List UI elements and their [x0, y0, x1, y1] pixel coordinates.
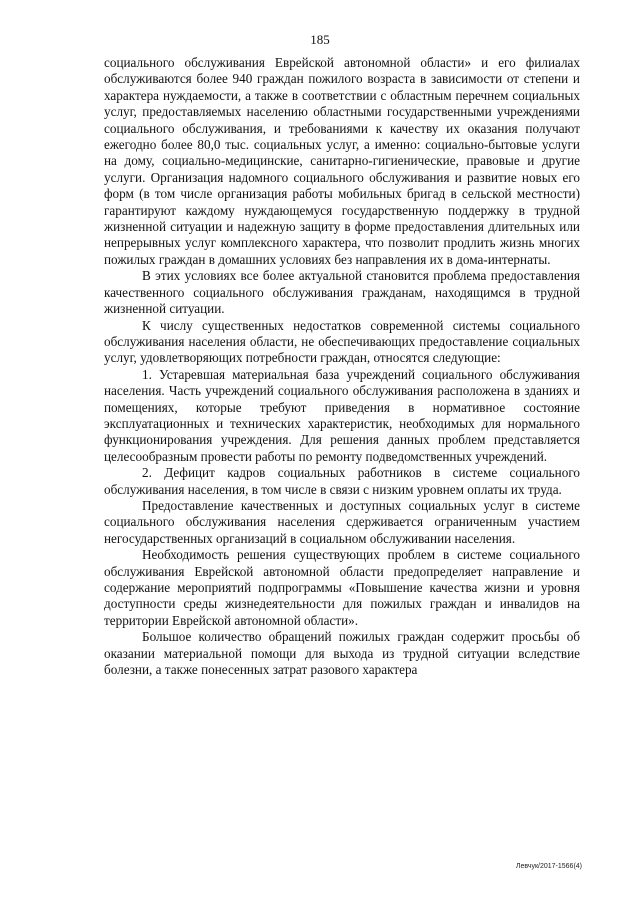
paragraph-necessity: Необходимость решения существующих проблем в системе социального обслуживания Еврейской автономной области предопределяет направление и содержание мероприятий подпрограммы «Повышение качества жизни и уровня доступности среды жизнедеятельности для пожилых граждан и инвалидов на территории Еврейской автономной области». — [104, 547, 580, 628]
paragraph-item-1: 1. Устаревшая материальная база учреждений социального обслуживания населения. Часть учреждений социального обслуживания расположена в зданиях и помещениях, которые требуют приведения в нормативное состояние эксплуатационных и технических характеристик, необходимых для нормального функционирования учреждения. Для решения данных проблем представляется целесообразным провести работы по ремонту подведомственных учреждений. — [104, 366, 580, 464]
paragraph-nongovernmental: Предоставление качественных и доступных социальных услуг в системе социального обслуживания населения сдерживается ограниченным участием негосударственных организаций в социальном обслуживании населения. — [104, 497, 580, 546]
paragraph-shortcomings-intro: К числу существенных недостатков современной системы социального обслуживания населения области, не обеспечивающих предоставление социальных услуг, удовлетворяющих потребности граждан, относятся следующие: — [104, 317, 580, 366]
document-body — [104, 55, 580, 678]
footer-document-code: Левчук/2017-1566(4) — [515, 863, 582, 870]
paragraph-item-2: 2. Дефицит кадров социальных работников в системе социального обслуживания населения, в том числе в связи с низким уровнем оплаты их труда. — [104, 465, 580, 497]
page-number: 185 — [310, 32, 330, 47]
paragraph-continuation: социального обслуживания Еврейской автономной области» и его филиалах обслуживаются более 940 граждан пожилого возраста в зависимости от степени и характера нуждаемости, а также в соответствии с областным перечнем социальных услуг, предоставляемых населению областными государственными учреждениями социального обслуживания, и требованиями к качеству их оказания получают ежегодно более 80,0 тыс. социальных услуг, а именно: социально-бытовые услуги на дому, социально-медицинские, санитарно-гигиенические, правовые и другие услуги. Организация надомного социального обслуживания и развитие новых его форм (в том числе организация работы мобильных бригад в сельской местности) гарантируют каждому нуждающемуся государственную поддержку в трудной жизненной ситуации и надежную защиту в форме предоставления длительных или непрерывных услуг комплексного характера, что позволит продлить жизнь многих пожилых граждан в домашних условиях без направления их в дома-интернаты. — [104, 55, 580, 267]
paragraph-appeals: Большое количество обращений пожилых граждан содержит просьбы об оказании материальной помощи для выхода из трудной ситуации вследствие болезни, а также понесенных затрат разового характера — [104, 629, 580, 678]
paragraph-problem-statement: В этих условиях все более актуальной становится проблема предоставления качественного социального обслуживания гражданам, находящимся в трудной жизненной ситуации. — [104, 268, 580, 317]
